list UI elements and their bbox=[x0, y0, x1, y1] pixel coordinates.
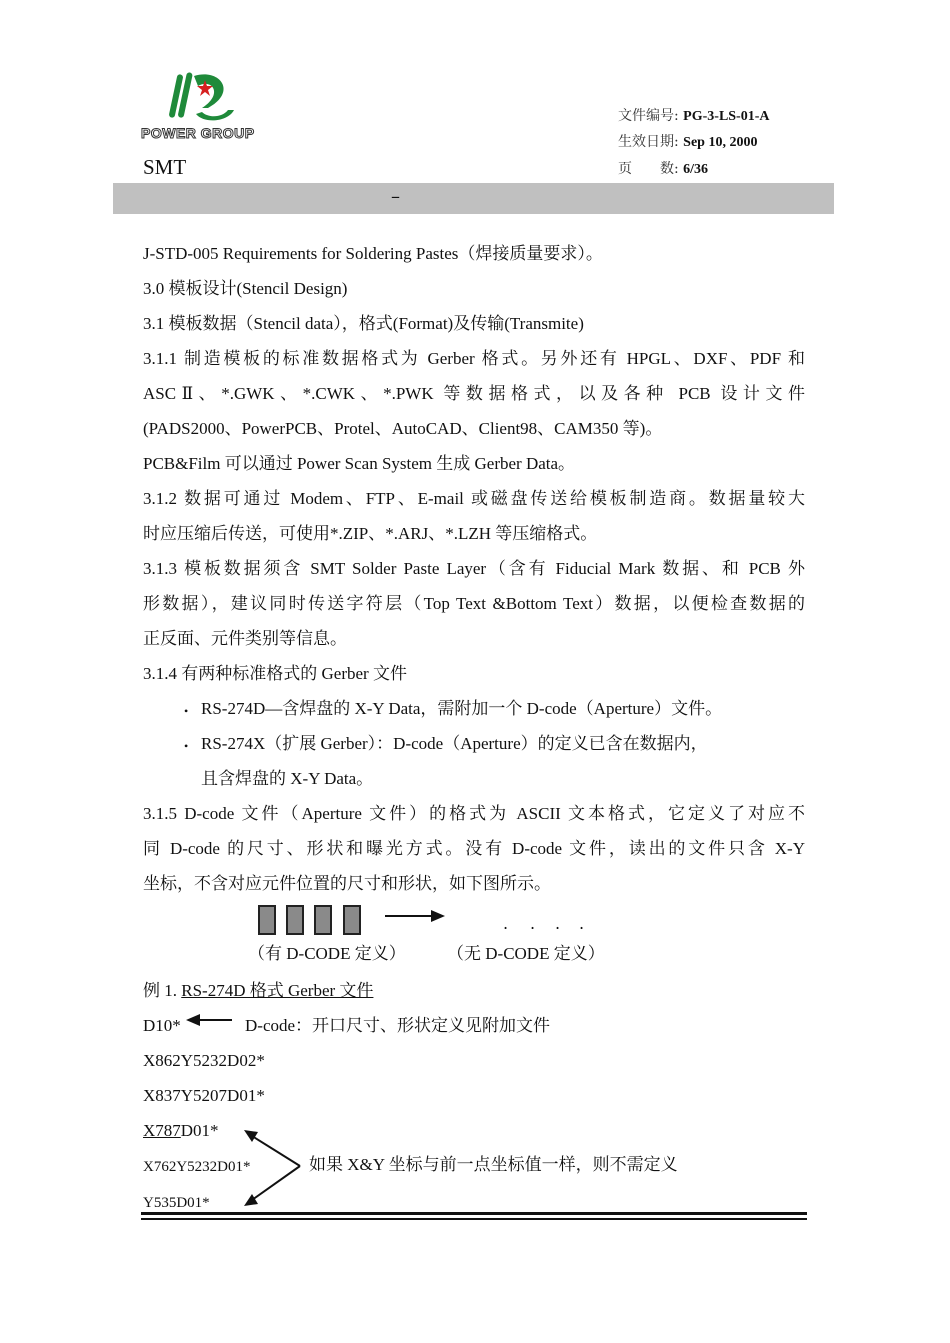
header-band-text: – bbox=[391, 186, 400, 207]
code-line: X862Y5232D02* bbox=[143, 1051, 265, 1070]
effective-date bbox=[618, 133, 757, 152]
doc-number-value: PG-3-LS-01-A bbox=[683, 109, 770, 124]
effective-date-label: 生效日期: bbox=[618, 134, 679, 150]
paragraph-line: PCB&Film 可以通过 Power Scan System 生成 Gerber Data。 bbox=[143, 454, 576, 473]
aperture-pad bbox=[258, 905, 276, 935]
footer-rule-thick bbox=[141, 1212, 807, 1215]
page-count-value: 6/36 bbox=[683, 162, 709, 177]
page-count bbox=[618, 160, 708, 179]
example-title-underlined: RS-274D 格式 Gerber 文件 bbox=[181, 981, 374, 1000]
paragraph-line: 3.1.5 D-code 文件（Aperture 文件）的格式为 ASCII 文本格式，它定义了对应不 bbox=[143, 804, 805, 823]
paragraph-line: 3.1.3 模板数据须含 SMT Solder Paste Layer（含有 Fiducial Mark 数据、和 PCB 外 bbox=[143, 559, 805, 578]
paragraph-line: 同 D-code 的尺寸、形状和曝光方式。没有 D-code 文件，读出的文件只含 X-Y bbox=[143, 839, 805, 858]
figure-caption-with: （有 D-CODE 定义） bbox=[248, 944, 406, 963]
brace-note: 如果 X&Y 坐标与前一点坐标值一样，则不需定义 bbox=[309, 1155, 678, 1174]
right-arrow-icon bbox=[385, 908, 447, 924]
effective-date-value: Sep 10, 2000 bbox=[683, 135, 758, 150]
paragraph-line: (PADS2000、PowerPCB、Protel、AutoCAD、Client98、CAM350 等)。 bbox=[143, 419, 663, 438]
header-band bbox=[113, 183, 834, 214]
bullet-icon: • bbox=[184, 739, 189, 753]
section-heading: 3.1.4 有两种标准格式的 Gerber 文件 bbox=[143, 664, 407, 683]
aperture-pad bbox=[343, 905, 361, 935]
bullet-icon: • bbox=[184, 704, 189, 718]
paragraph-line: 时应压缩后传送，可使用*.ZIP、*.ARJ、*.LZH 等压缩格式。 bbox=[143, 524, 598, 543]
coordinate-dot: . bbox=[579, 914, 585, 933]
coordinate-dot: . bbox=[530, 914, 536, 933]
doc-number-label: 文件编号: bbox=[618, 108, 679, 124]
coordinate-dot: . bbox=[503, 914, 509, 933]
code-line-rest: D01* bbox=[180, 1121, 219, 1140]
paragraph-line: ASCⅡ、*.GWK、*.CWK、*.PWK 等数据格式，以及各种 PCB 设计文件 bbox=[143, 384, 805, 403]
code-line: X762Y5232D01* bbox=[143, 1159, 251, 1175]
bullet-item: RS-274D—含焊盘的 X-Y Data，需附加一个 D-code（Aperture）文件。 bbox=[201, 699, 723, 718]
d10-note: D-code：开口尺寸、形状定义见附加文件 bbox=[245, 1016, 551, 1035]
text-line: J-STD-005 Requirements for Soldering Pastes（焊接质量要求）。 bbox=[143, 244, 603, 263]
aperture-pad bbox=[314, 905, 332, 935]
code-line: X837Y5207D01* bbox=[143, 1086, 265, 1105]
paragraph-line: 形数据），建议同时传送字符层（Top Text &Bottom Text）数据，以便检查数据的 bbox=[143, 594, 805, 613]
paragraph-line: 3.1.1 制造模板的标准数据格式为 Gerber 格式。另外还有 HPGL、DXF、PDF 和 bbox=[143, 349, 805, 368]
doc-number bbox=[618, 107, 770, 126]
bullet-continuation: 且含焊盘的 X-Y Data。 bbox=[201, 769, 374, 788]
left-arrow-icon bbox=[186, 1012, 234, 1028]
paragraph-line: 正反面、元件类别等信息。 bbox=[143, 629, 347, 648]
figure-caption-without: （无 D-CODE 定义） bbox=[447, 944, 605, 963]
paragraph-line: 3.1.2 数据可通过 Modem、FTP、E-mail 或磁盘传送给模板制造商。数据量较大 bbox=[143, 489, 805, 508]
paragraph-line: 坐标，不含对应元件位置的尺寸和形状，如下图所示。 bbox=[143, 874, 551, 893]
page-count-label: 页 数: bbox=[618, 161, 679, 177]
bullet-item: RS-274X（扩展 Gerber）：D-code（Aperture）的定义已含在数据内， bbox=[201, 734, 708, 753]
brace-arrows-icon bbox=[240, 1126, 306, 1210]
aperture-pad bbox=[286, 905, 304, 935]
footer-rule-thin bbox=[141, 1218, 807, 1220]
code-line-d10: D10* bbox=[143, 1016, 181, 1035]
logo-wordmark: POWER GROUP bbox=[141, 125, 255, 141]
section-heading: 3.0 模板设计(Stencil Design) bbox=[143, 279, 348, 298]
department-label: SMT bbox=[143, 155, 187, 179]
code-line: Y535D01* bbox=[143, 1195, 210, 1211]
code-line-underlined-part: X787 bbox=[143, 1121, 181, 1140]
section-heading: 3.1 模板数据（Stencil data），格式(Format)及传输(Transmite) bbox=[143, 314, 584, 333]
coordinate-dot: . bbox=[555, 914, 561, 933]
example-title-prefix: 例 1. bbox=[143, 981, 182, 1000]
code-line bbox=[143, 1120, 219, 1142]
example-title bbox=[143, 980, 373, 1002]
